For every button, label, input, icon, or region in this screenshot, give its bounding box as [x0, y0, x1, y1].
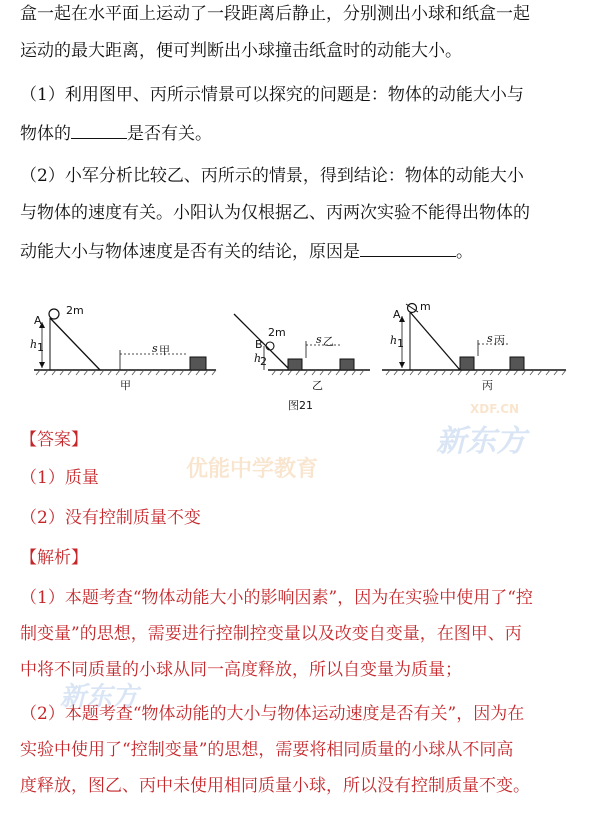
figure-caption: 图21 [288, 399, 313, 412]
label-h: h [254, 352, 262, 365]
analysis-p2-line-1: （2）本题考查“物体动能的大小与物体运动速度是否有关”，因为在 [20, 704, 525, 724]
question-line-2: 运动的最大距离，便可判断出小球撞击纸盒时的动能大小。 [20, 41, 462, 61]
watermark-brand: 新东方 [60, 682, 139, 712]
label-s-sub: 丙 [494, 334, 505, 347]
watermark-slogan: 优能中学教育 [186, 457, 319, 482]
answer-1: （1）质量 [20, 468, 99, 488]
question-text: 。 [456, 242, 473, 262]
figure-panel-yi [234, 314, 370, 392]
analysis-p2-line-2: 实验中使用了“控制变量”的思想，需要将相同质量的小球从不同高 [20, 740, 514, 760]
label-h-sub: 1 [37, 341, 44, 354]
answer-heading: 【答案】 [20, 430, 88, 450]
label-h: h [30, 338, 38, 351]
label-h-sub: 2 [260, 355, 267, 368]
question-text: 物体的 [20, 124, 71, 144]
question-line-1: 盒一起在水平面上运动了一段距离后静止，分别测出小球和纸盒一起 [20, 4, 530, 24]
question-text: 动能大小与物体速度是否有关的结论，原因是 [20, 242, 360, 262]
caption-yi: 乙 [312, 379, 323, 392]
analysis-p1-line-1: （1）本题考查“物体动能大小的影响因素”，因为在实验中使用了“控 [20, 588, 533, 608]
caption-bing: 丙 [482, 379, 493, 392]
label-h: h [390, 334, 398, 347]
label-mass: 2m [268, 326, 286, 339]
figure-panel-jia [30, 304, 216, 392]
label-b: B [255, 338, 263, 351]
label-h-sub: 1 [397, 337, 404, 350]
caption-jia: 甲 [120, 379, 131, 392]
watermark-brand: 新东方 [436, 424, 526, 459]
label-a: A [393, 308, 401, 321]
analysis-p2-line-3: 度释放，图乙、丙中未使用相同质量小球，所以没有控制质量不变。 [20, 776, 530, 796]
label-s: s [316, 333, 322, 346]
label-a: A [34, 314, 42, 327]
analysis-p1-line-2: 制变量”的思想，需要进行控制控变量以及改变自变量，在图甲、丙 [20, 624, 522, 644]
answer-2: （2）没有控制质量不变 [20, 508, 201, 528]
figure-panel-bing [382, 300, 566, 392]
label-mass: 2m [66, 304, 84, 317]
label-s-sub: 乙 [323, 335, 334, 348]
question-line-7 [20, 238, 590, 264]
question-line-3: （1）利用图甲、丙所示情景可以探究的问题是：物体的动能大小与 [20, 85, 524, 105]
answer-blank-2 [360, 238, 456, 257]
analysis-p1-line-3: 中将不同质量的小球从同一高度释放，所以自变量为质量； [20, 660, 462, 680]
question-line-4 [20, 120, 590, 146]
answer-blank-1 [71, 120, 127, 139]
label-s: s [152, 342, 158, 355]
label-s-sub: 甲 [159, 344, 170, 357]
question-text: 是否有关。 [127, 124, 212, 144]
question-line-5: （2）小军分析比较乙、丙所示的情景，得到结论：物体的动能大小 [20, 166, 524, 186]
label-s: s [487, 332, 493, 345]
question-line-6: 与物体的速度有关。小阳认为仅根据乙、丙两次实验不能得出物体的 [20, 203, 530, 223]
label-mass: m [420, 300, 431, 313]
watermark-site: XDF.CN [470, 402, 520, 416]
analysis-heading: 【解析】 [20, 548, 88, 568]
experiment-figure [0, 296, 602, 420]
